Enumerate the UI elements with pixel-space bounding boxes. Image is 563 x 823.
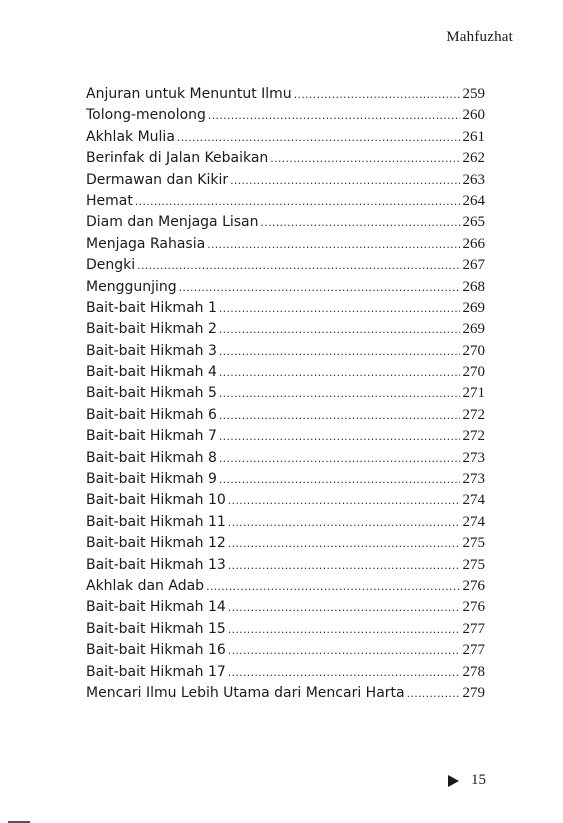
toc-entry[interactable] [86, 319, 485, 340]
dot-leader [261, 212, 460, 233]
toc-entry-title: Bait-bait Hikmah 15 [86, 620, 226, 637]
toc-entry-title: Bait-bait Hikmah 14 [86, 599, 226, 616]
dot-leader [228, 490, 460, 511]
toc-entry-page: 269 [462, 321, 485, 338]
dot-leader [294, 84, 460, 105]
toc-entry-page: 276 [462, 599, 485, 616]
toc-entry-title: Bait-bait Hikmah 13 [86, 556, 226, 573]
dot-leader [179, 277, 460, 298]
toc-entry-page: 267 [462, 257, 485, 274]
toc-entry-page: 269 [462, 299, 485, 316]
toc-entry-title: Bait-bait Hikmah 2 [86, 321, 217, 338]
toc-entry-page: 262 [462, 150, 485, 167]
toc-entry-page: 274 [462, 513, 485, 530]
dot-leader [219, 383, 460, 404]
dot-leader [135, 191, 460, 212]
toc-entry[interactable] [86, 683, 485, 704]
toc-entry-title: Bait-bait Hikmah 6 [86, 406, 217, 423]
toc-entry[interactable] [86, 448, 485, 469]
running-header-title: Mahfuzhat [446, 29, 513, 45]
page-footer [448, 772, 486, 789]
toc-entry-page: 278 [462, 663, 485, 680]
toc-entry[interactable] [86, 619, 485, 640]
toc-entry[interactable] [86, 662, 485, 683]
toc-entry-title: Anjuran untuk Menuntut Ilmu [86, 86, 292, 102]
dot-leader [208, 105, 460, 126]
toc-entry-title: Tolong-menolong [86, 107, 206, 124]
toc-entry[interactable] [86, 512, 485, 533]
page-number: 15 [471, 772, 486, 788]
dot-leader [219, 469, 460, 490]
toc-entry-page: 260 [462, 107, 485, 124]
toc-entry[interactable] [86, 490, 485, 511]
table-of-contents [86, 84, 485, 704]
toc-entry-page: 275 [462, 535, 485, 552]
dot-leader [206, 576, 459, 597]
toc-entry-title: Bait-bait Hikmah 1 [86, 299, 217, 316]
toc-entry-title: Bait-bait Hikmah 8 [86, 449, 217, 466]
dot-leader [219, 319, 460, 340]
toc-entry-page: 259 [462, 86, 485, 102]
toc-entry-title: Bait-bait Hikmah 7 [86, 428, 217, 445]
dot-leader [219, 426, 460, 447]
toc-entry[interactable] [86, 127, 485, 148]
dot-leader [228, 640, 460, 661]
toc-entry-page: 273 [462, 471, 485, 488]
toc-entry[interactable] [86, 84, 485, 105]
dot-leader [177, 127, 460, 148]
toc-entry-page: 268 [462, 278, 485, 295]
toc-entry-title: Akhlak Mulia [86, 128, 175, 145]
toc-entry-page: 263 [462, 171, 485, 188]
toc-entry[interactable] [86, 640, 485, 661]
toc-entry[interactable] [86, 362, 485, 383]
toc-entry-page: 272 [462, 406, 485, 423]
dot-leader [137, 255, 459, 276]
toc-entry-page: 265 [462, 214, 485, 231]
toc-entry[interactable] [86, 212, 485, 233]
toc-entry-title: Dengki [86, 257, 136, 274]
triangle-right-icon [448, 775, 459, 787]
toc-entry-title: Menjaga Rahasia [86, 235, 206, 252]
toc-entry-page: 272 [462, 428, 485, 445]
toc-entry-page: 277 [462, 620, 485, 637]
toc-entry-page: 279 [462, 684, 485, 701]
toc-entry-page: 275 [462, 556, 485, 573]
toc-entry[interactable] [86, 533, 485, 554]
toc-entry-page: 261 [462, 128, 485, 145]
toc-entry-title: Dermawan dan Kikir [86, 171, 229, 188]
toc-entry[interactable] [86, 148, 485, 169]
toc-entry-title: Bait-bait Hikmah 3 [86, 342, 217, 359]
toc-entry[interactable] [86, 234, 485, 255]
toc-entry-title: Hemat [86, 192, 133, 209]
toc-entry-page: 270 [462, 364, 485, 381]
toc-entry[interactable] [86, 405, 485, 426]
dot-leader [230, 170, 459, 191]
dot-leader [228, 619, 460, 640]
toc-entry[interactable] [86, 277, 485, 298]
toc-entry-title: Diam dan Menjaga Lisan [86, 214, 259, 231]
toc-entry[interactable] [86, 597, 485, 618]
toc-entry[interactable] [86, 298, 485, 319]
toc-entry-title: Bait-bait Hikmah 4 [86, 364, 217, 381]
toc-entry-title: Menggunjing [86, 278, 177, 295]
dot-leader [207, 234, 459, 255]
toc-entry[interactable] [86, 341, 485, 362]
dot-leader [228, 512, 460, 533]
toc-entry-page: 276 [462, 577, 485, 594]
toc-entry-page: 273 [462, 449, 485, 466]
toc-entry-title: Bait-bait Hikmah 16 [86, 642, 226, 659]
dot-leader [219, 341, 460, 362]
dot-leader [219, 362, 460, 383]
toc-entry-title: Mencari Ilmu Lebih Utama dari Mencari Harta [86, 684, 405, 701]
toc-entry[interactable] [86, 105, 485, 126]
dot-leader [228, 597, 460, 618]
toc-entry[interactable] [86, 426, 485, 447]
toc-entry[interactable] [86, 576, 485, 597]
toc-entry-title: Berinfak di Jalan Kebaikan [86, 150, 269, 167]
toc-entry-title: Bait-bait Hikmah 11 [86, 513, 226, 530]
toc-entry-title: Akhlak dan Adab [86, 577, 205, 594]
toc-entry[interactable] [86, 555, 485, 576]
toc-entry-page: 277 [462, 642, 485, 659]
dot-leader [228, 662, 460, 683]
toc-entry[interactable] [86, 469, 485, 490]
dot-leader [270, 148, 459, 169]
dot-leader [219, 298, 460, 319]
toc-entry-title: Bait-bait Hikmah 12 [86, 535, 226, 552]
toc-entry[interactable] [86, 255, 485, 276]
toc-entry-page: 271 [462, 385, 485, 402]
toc-entry-page: 270 [462, 342, 485, 359]
toc-entry[interactable] [86, 170, 485, 191]
dot-leader [228, 555, 460, 576]
toc-entry-title: Bait-bait Hikmah 5 [86, 385, 217, 402]
dot-leader [219, 405, 460, 426]
toc-entry[interactable] [86, 191, 485, 212]
toc-entry-title: Bait-bait Hikmah 17 [86, 663, 226, 680]
toc-entry-title: Bait-bait Hikmah 9 [86, 471, 217, 488]
toc-entry-title: Bait-bait Hikmah 10 [86, 492, 226, 509]
toc-entry[interactable] [86, 383, 485, 404]
dot-leader [219, 448, 460, 469]
toc-entry-page: 264 [462, 192, 485, 209]
dot-leader [407, 683, 460, 704]
toc-entry-page: 274 [462, 492, 485, 509]
toc-entry-page: 266 [462, 235, 485, 252]
dot-leader [228, 533, 460, 554]
